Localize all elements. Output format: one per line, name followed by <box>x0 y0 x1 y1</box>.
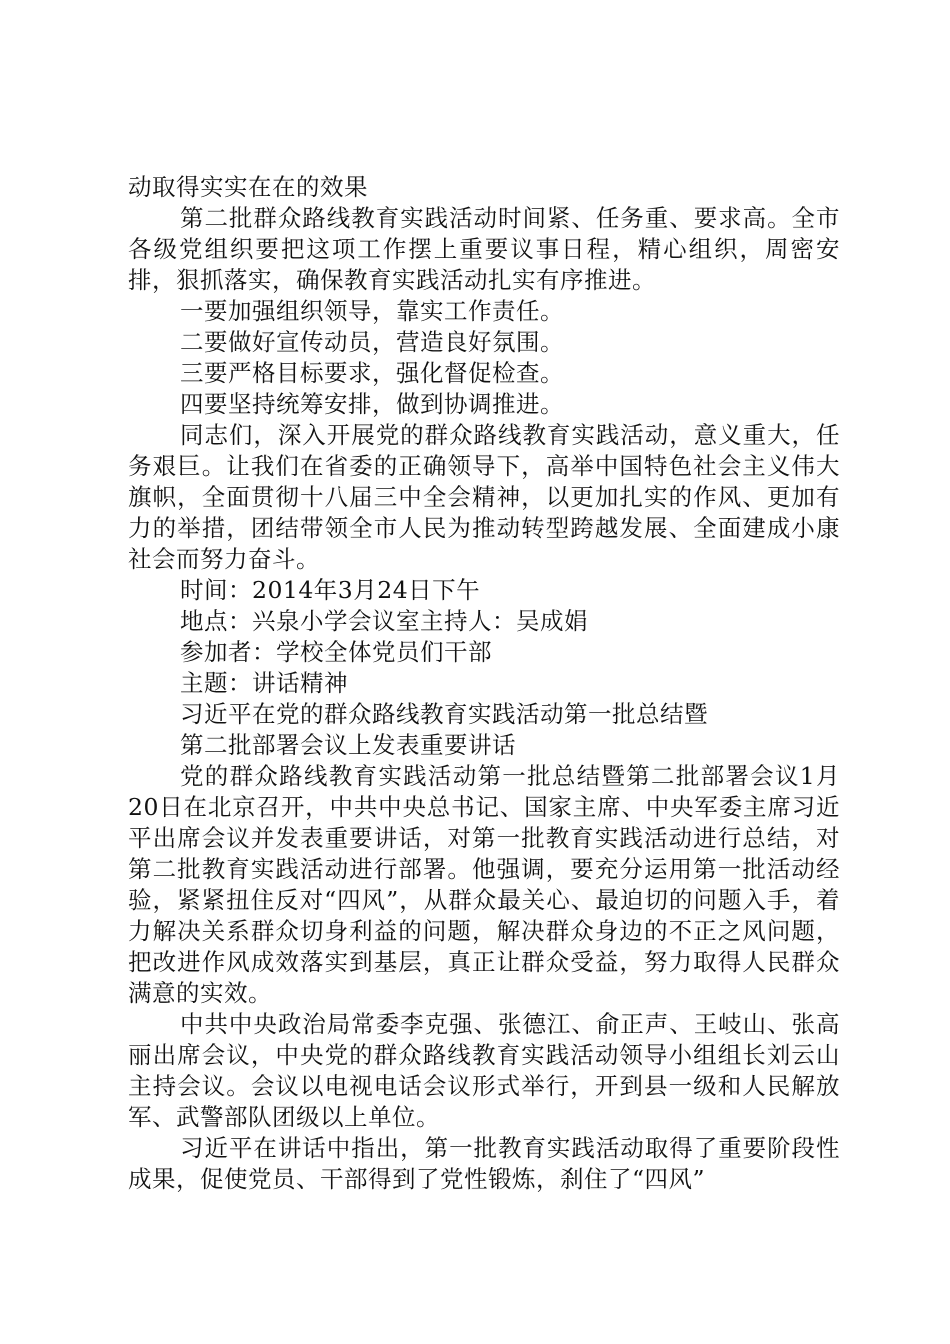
meeting-topic: 主题：讲话精神 <box>180 669 348 697</box>
paragraph: 习近平在讲话中指出，第一批教育实践活动取得了重要阶段性成果，促使党员、干部得到了党性锻炼，刹住了“四风” <box>128 1134 840 1193</box>
paragraph: 第二批群众路线教育实践活动时间紧、任务重、要求高。全市各级党组织要把这项工作摆上重要议事日程，精心组织，周密安排，狠抓落实，确保教育实践活动扎实有序推进。 <box>128 204 840 294</box>
meeting-participants: 参加者：学校全体党员们干部 <box>180 638 492 666</box>
meeting-time: 时间：2014年3月24日下午 <box>180 576 481 604</box>
section-heading: 第二批部署会议上发表重要讲话 <box>180 731 516 759</box>
paragraph: 一要加强组织领导，靠实工作责任。 <box>180 297 564 325</box>
paragraph: 党的群众路线教育实践活动第一批总结暨第二批部署会议1月20日在北京召开，中共中央总书记、国家主席、中央军委主席习近平出席会议并发表重要讲话，对第一批教育实践活动进行总结，对第二批教育实践活动进行部署。他强调，要充分运用第一批活动经验，紧紧扭住反对“四风”，从群众最关心、最迫切的问题入手，着力解决关系群众切身利益的问题，解决群众身边的不正之风问题，把改进作风成效落实到基层，真正让群众受益，努力取得人民群众满意的实效。 <box>128 762 840 1007</box>
paragraph: 三要严格目标要求，强化督促检查。 <box>180 359 564 387</box>
paragraph: 四要坚持统筹安排，做到协调推进。 <box>180 390 564 418</box>
paragraph: 中共中央政治局常委李克强、张德江、俞正声、王岐山、张高丽出席会议，中央党的群众路线教育实践活动领导小组组长刘云山主持会议。会议以电视电话会议形式举行，开到县一级和人民解放军、武警部队团级以上单位。 <box>128 1010 840 1131</box>
section-heading: 习近平在党的群众路线教育实践活动第一批总结暨 <box>180 700 708 728</box>
paragraph: 二要做好宣传动员，营造良好氛围。 <box>180 328 564 356</box>
document-body <box>128 172 840 1195</box>
paragraph: 同志们，深入开展党的群众路线教育实践活动，意义重大，任务艰巨。让我们在省委的正确领导下，高举中国特色社会主义伟大旗帜，全面贯彻十八届三中全会精神，以更加扎实的作风、更加有力的举措，团结带领全市人民为推动转型跨越发展、全面建成小康社会而努力奋斗。 <box>128 421 840 573</box>
paragraph: 动取得实实在在的效果 <box>128 173 368 201</box>
meeting-location: 地点：兴泉小学会议室主持人：吴成娟 <box>180 607 588 635</box>
